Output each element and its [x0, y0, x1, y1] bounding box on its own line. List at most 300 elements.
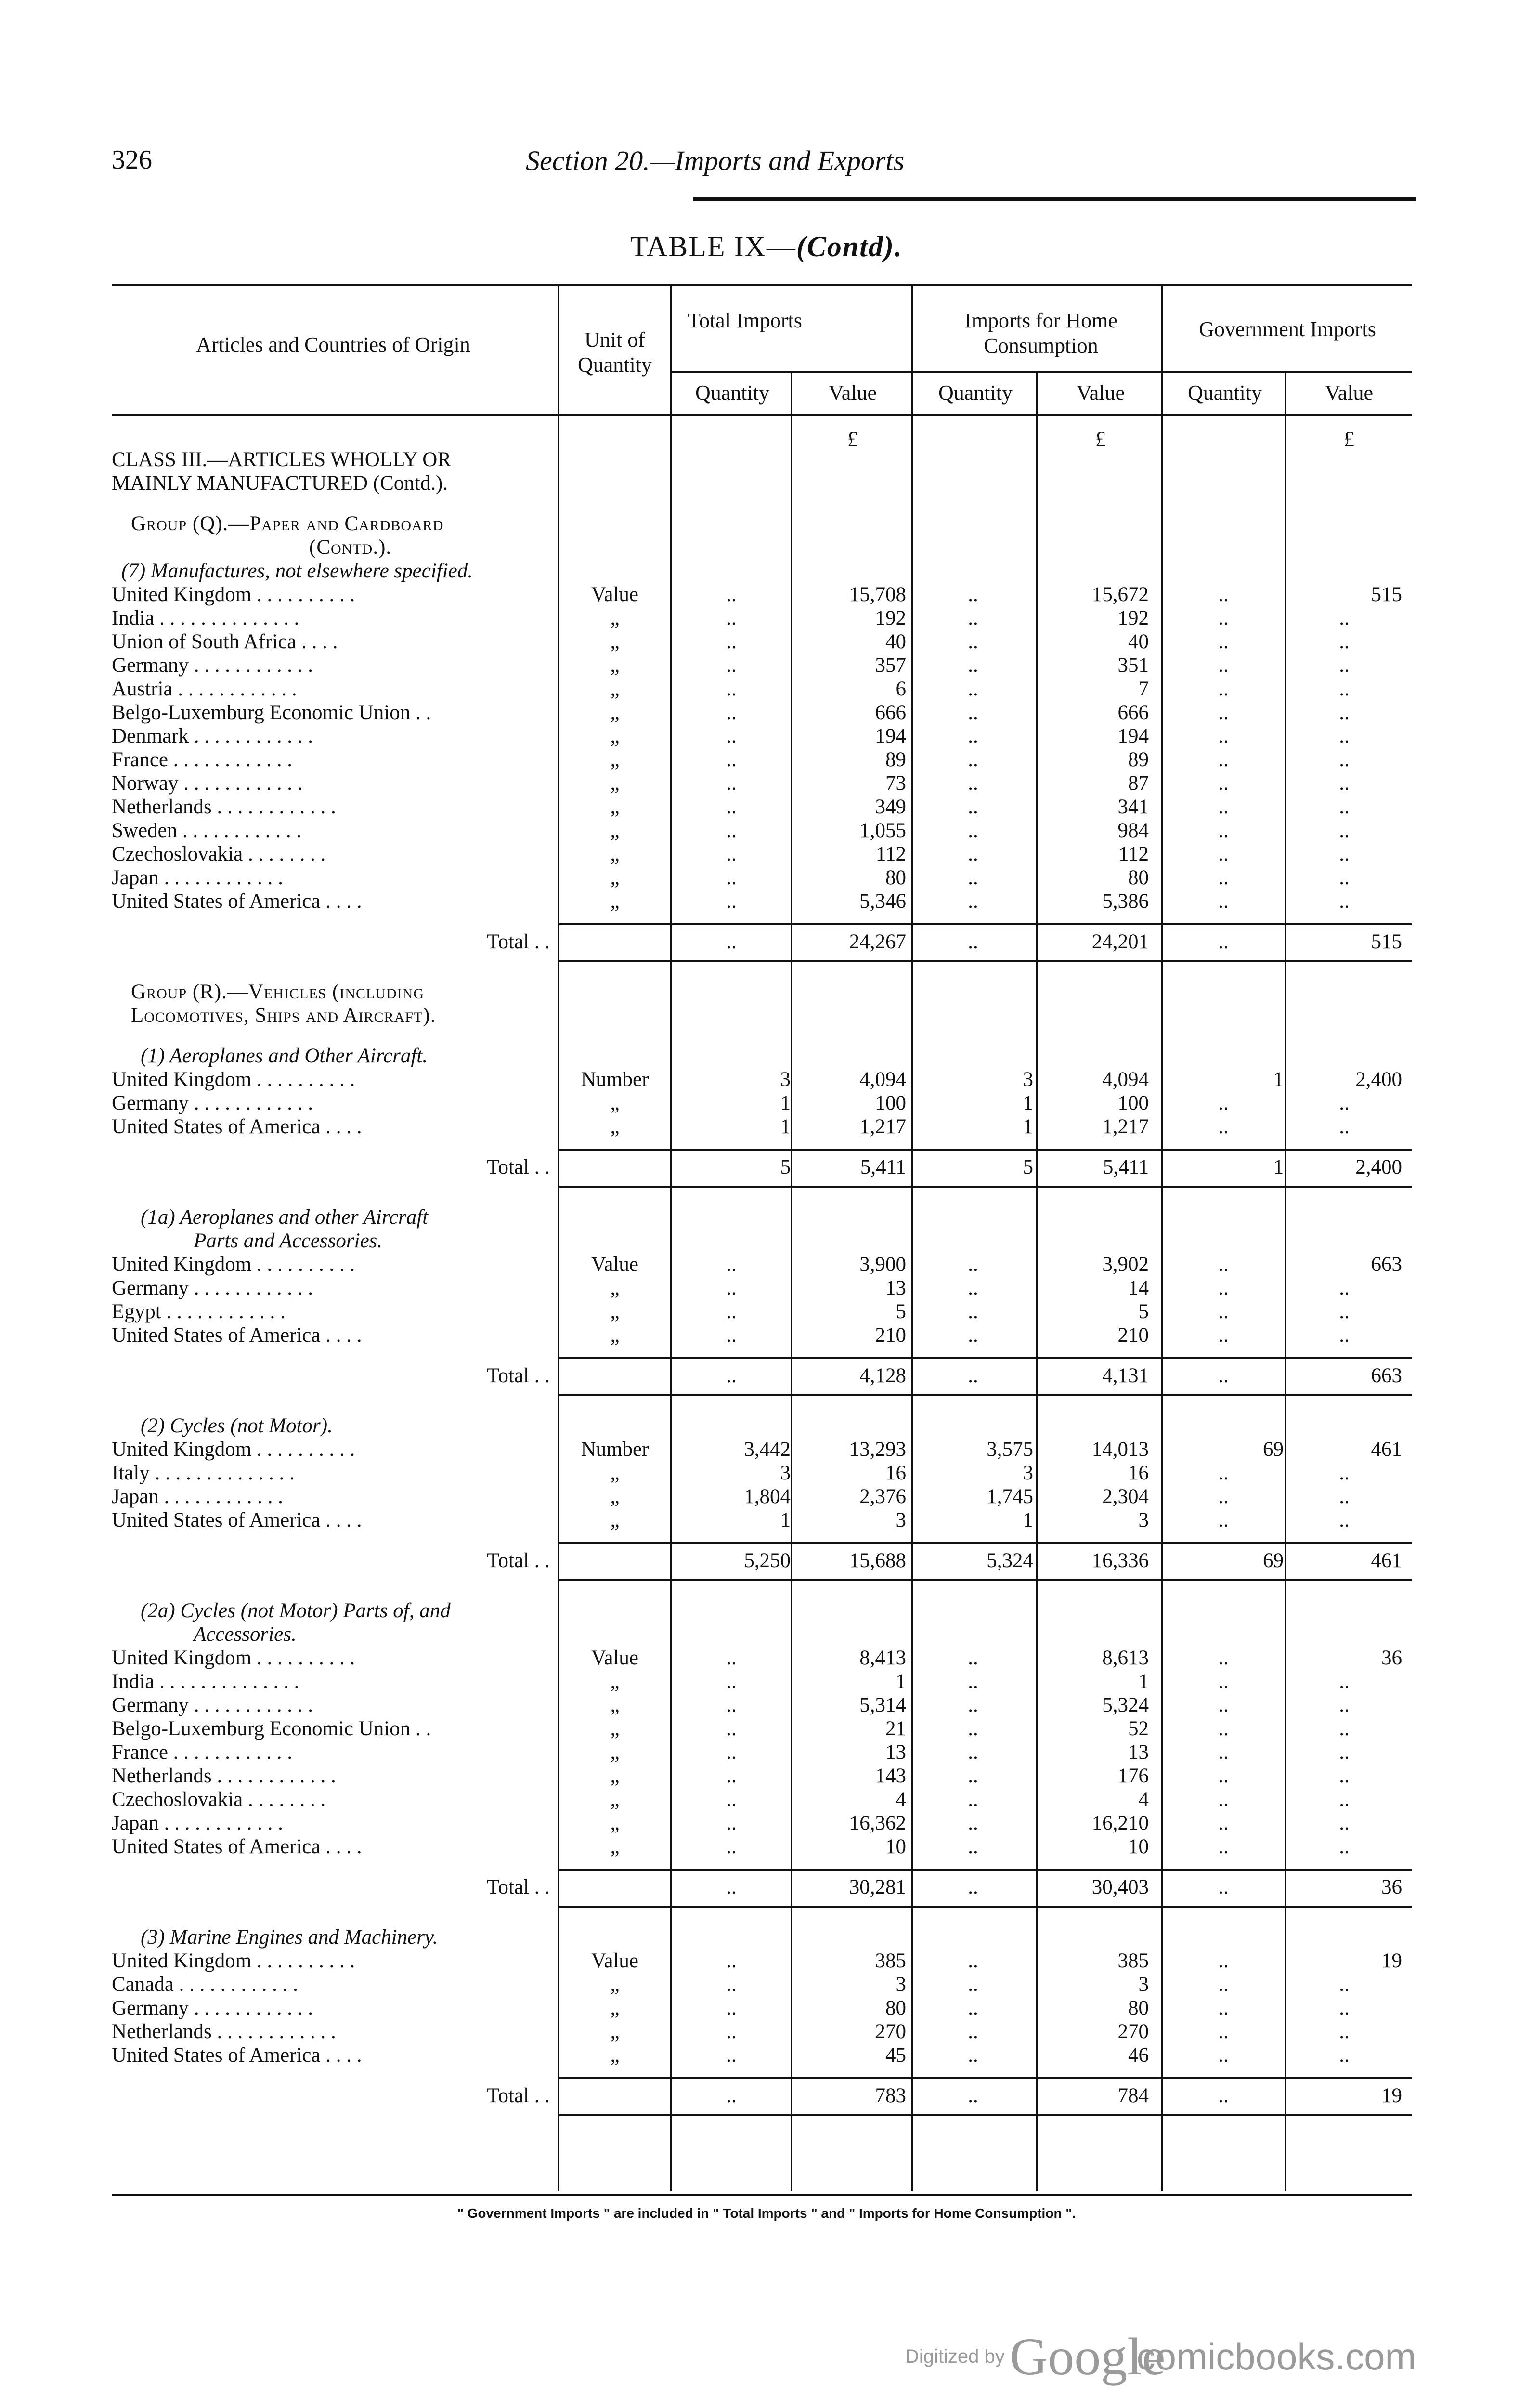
value-cell: 52 [1128, 1717, 1149, 1740]
pound-sign-gov: £ [1344, 427, 1354, 451]
value-cell: 1 [780, 1115, 791, 1138]
value-cell: 16 [1128, 1462, 1149, 1484]
country-label: Japan . . . . . . . . . . . . [112, 1812, 283, 1834]
value-cell: 1,217 [859, 1115, 906, 1138]
unit-cell: „ [610, 1277, 620, 1299]
unit-cell: „ [610, 725, 620, 747]
value-cell: .. [1339, 1277, 1350, 1299]
value-cell: .. [1339, 1741, 1350, 1764]
country-label: Italy . . . . . . . . . . . . . . [112, 1462, 295, 1484]
value-cell: .. [1218, 1324, 1229, 1347]
value-cell: 87 [1128, 772, 1149, 795]
value-cell: .. [1339, 2044, 1350, 2067]
value-cell: 73 [885, 772, 906, 795]
country-label: United Kingdom . . . . . . . . . . [112, 1647, 355, 1669]
total-cell: 15,688 [849, 1549, 906, 1572]
value-cell: 14,013 [1091, 1438, 1149, 1461]
total-cell: 5,411 [1103, 1156, 1149, 1178]
value-cell: .. [1339, 1092, 1350, 1114]
value-cell: .. [726, 1835, 737, 1858]
value-cell: .. [968, 796, 978, 818]
subgroup-heading: Accessories. [194, 1623, 297, 1646]
value-cell: 6 [896, 678, 906, 700]
unit-cell: „ [610, 1741, 620, 1764]
value-cell: 100 [1117, 1092, 1149, 1114]
value-cell: 13 [885, 1741, 906, 1764]
subgroup-heading: (2a) Cycles (not Motor) Parts of, and [141, 1599, 451, 1622]
group-heading: Group (R).—Vehicles (including [131, 981, 424, 1003]
unit-cell: „ [610, 607, 620, 629]
value-cell: .. [726, 607, 737, 629]
value-cell: 666 [1117, 701, 1149, 724]
value-cell: .. [1339, 607, 1350, 629]
country-label: Netherlands . . . . . . . . . . . . [112, 1765, 336, 1787]
page-header [112, 144, 1412, 183]
value-cell: .. [1218, 701, 1229, 724]
total-rule-bottom [558, 1579, 1412, 1581]
value-cell: 7 [1138, 678, 1149, 700]
value-cell: 3 [896, 1973, 906, 1996]
subgroup-heading: (7) Manufactures, not elsewhere specified. [121, 560, 473, 582]
value-cell: .. [1339, 1462, 1350, 1484]
total-rule-bottom [558, 1906, 1412, 1908]
section-title: Section 20.—Imports and Exports [526, 145, 905, 176]
value-cell: 80 [1128, 1997, 1149, 2019]
country-label: Japan . . . . . . . . . . . . [112, 1485, 283, 1508]
value-cell: .. [1339, 772, 1350, 795]
subheader-rule [672, 371, 1412, 373]
value-cell: 357 [875, 654, 906, 677]
value-cell: .. [726, 1765, 737, 1787]
total-cell: 30,403 [1091, 1876, 1149, 1898]
value-cell: 19 [1381, 1950, 1402, 1972]
header-bottom-rule [112, 414, 1412, 416]
value-cell: .. [726, 1300, 737, 1323]
total-cell: 36 [1381, 1876, 1402, 1898]
value-cell: .. [1218, 2020, 1229, 2043]
value-cell: .. [968, 1694, 978, 1716]
value-cell: 663 [1371, 1253, 1402, 1276]
value-cell: .. [968, 1324, 978, 1347]
value-cell: .. [726, 843, 737, 865]
col-articles: Articles and Countries of Origin [196, 333, 470, 356]
value-cell: 270 [875, 2020, 906, 2043]
value-cell: .. [1218, 1997, 1229, 2019]
value-cell: .. [726, 1670, 737, 1693]
value-cell: .. [1339, 1717, 1350, 1740]
value-cell: 349 [875, 796, 906, 818]
total-rule-top [558, 1542, 1412, 1544]
total-cell: .. [968, 1364, 978, 1387]
value-cell: 5,314 [859, 1694, 906, 1716]
value-cell: 112 [876, 843, 906, 865]
value-cell: .. [1218, 583, 1229, 606]
total-cell: 69 [1263, 1549, 1284, 1572]
value-cell: 16 [885, 1462, 906, 1484]
country-label: Belgo-Luxemburg Economic Union . . [112, 1717, 431, 1740]
value-cell: .. [968, 1950, 978, 1972]
value-cell: .. [726, 1973, 737, 1996]
value-cell: .. [1218, 1647, 1229, 1669]
value-cell: .. [1218, 725, 1229, 747]
value-cell: .. [968, 748, 978, 771]
value-cell: .. [1218, 630, 1229, 653]
class-heading: CLASS III.—ARTICLES WHOLLY OR [112, 448, 451, 471]
country-label: United States of America . . . . [112, 1324, 362, 1347]
col-unit: Unit of Quantity [578, 328, 652, 377]
value-cell: .. [1339, 1509, 1350, 1531]
unit-cell: Value [591, 1647, 638, 1669]
value-cell: 10 [885, 1835, 906, 1858]
value-cell: 15,672 [1091, 583, 1149, 606]
country-label: United States of America . . . . [112, 890, 362, 913]
unit-cell: „ [610, 1694, 620, 1716]
value-cell: .. [1339, 1324, 1350, 1347]
value-cell: 341 [1117, 796, 1149, 818]
total-cell: 784 [1117, 2084, 1149, 2107]
value-cell: 984 [1117, 819, 1149, 842]
unit-cell: „ [610, 1092, 620, 1114]
value-cell: 8,413 [859, 1647, 906, 1669]
country-label: United States of America . . . . [112, 1835, 362, 1858]
table-top-rule [112, 284, 1412, 286]
footnote: " Government Imports " are included in " Total Imports " and " Imports for Home Consumption ". [457, 2206, 1076, 2221]
value-cell: 210 [875, 1324, 906, 1347]
value-cell: .. [726, 819, 737, 842]
value-cell: .. [1218, 1835, 1229, 1858]
value-cell: .. [968, 819, 978, 842]
value-cell: .. [1339, 1835, 1350, 1858]
total-rule-top [558, 1357, 1412, 1359]
value-cell: 270 [1117, 2020, 1149, 2043]
country-label: Germany . . . . . . . . . . . . [112, 1092, 313, 1114]
value-cell: .. [726, 866, 737, 889]
imports-table [112, 284, 1412, 2211]
value-cell: .. [726, 1950, 737, 1972]
unit-cell: „ [610, 1509, 620, 1531]
country-label: Norway . . . . . . . . . . . . [112, 772, 303, 795]
value-cell: 1 [1273, 1068, 1284, 1091]
total-rule-top [558, 1869, 1412, 1871]
value-cell: .. [726, 701, 737, 724]
subgroup-heading: (2) Cycles (not Motor). [141, 1414, 333, 1437]
country-label: Austria . . . . . . . . . . . . [112, 678, 297, 700]
country-label: Netherlands . . . . . . . . . . . . [112, 796, 336, 818]
col-home-quantity: Quantity [938, 381, 1013, 405]
value-cell: .. [968, 1835, 978, 1858]
value-cell: .. [1339, 890, 1350, 913]
total-rule-bottom [558, 1394, 1412, 1396]
value-cell: .. [968, 678, 978, 700]
value-cell: 461 [1371, 1438, 1402, 1461]
total-cell: 19 [1381, 2084, 1402, 2107]
col-gov-value: Value [1325, 381, 1374, 405]
country-label: Union of South Africa . . . . [112, 630, 338, 653]
watermark-site: comicbooks.com [1136, 2335, 1416, 2378]
country-label: Germany . . . . . . . . . . . . [112, 1277, 313, 1299]
unit-cell: „ [610, 1973, 620, 1996]
value-cell: .. [726, 678, 737, 700]
unit-cell: „ [610, 1485, 620, 1508]
value-cell: 3 [896, 1509, 906, 1531]
unit-cell: „ [610, 1765, 620, 1787]
country-label: France . . . . . . . . . . . . [112, 748, 292, 771]
value-cell: .. [1339, 2020, 1350, 2043]
group-heading: Group (Q).—Paper and Cardboard [131, 512, 444, 535]
value-cell: .. [1218, 607, 1229, 629]
country-label: United Kingdom . . . . . . . . . . [112, 1068, 355, 1091]
col-home-value: Value [1076, 381, 1125, 405]
value-cell: .. [1339, 654, 1350, 677]
total-label: Total . . [487, 1876, 550, 1898]
value-cell: 194 [875, 725, 906, 747]
unit-cell: „ [610, 654, 620, 677]
value-cell: 16,362 [849, 1812, 906, 1834]
value-cell: 3,902 [1102, 1253, 1149, 1276]
unit-cell: „ [610, 748, 620, 771]
value-cell: 1 [1023, 1092, 1033, 1114]
value-cell: .. [726, 796, 737, 818]
country-label: Egypt . . . . . . . . . . . . [112, 1300, 286, 1323]
value-cell: .. [1218, 843, 1229, 865]
value-cell: 1 [1023, 1115, 1033, 1138]
total-rule-top [558, 1149, 1412, 1151]
country-label: India . . . . . . . . . . . . . . [112, 1670, 299, 1693]
total-cell: 1 [1273, 1156, 1284, 1178]
value-cell: 112 [1118, 843, 1149, 865]
value-cell: .. [968, 607, 978, 629]
value-cell: 4 [1138, 1788, 1149, 1811]
value-cell: .. [726, 1277, 737, 1299]
unit-cell: „ [610, 1788, 620, 1811]
value-cell: .. [726, 1324, 737, 1347]
watermark-google: Google [1009, 2327, 1166, 2386]
value-cell: .. [1218, 1694, 1229, 1716]
value-cell: .. [1339, 1670, 1350, 1693]
total-cell: 5 [780, 1156, 791, 1178]
value-cell: .. [968, 654, 978, 677]
value-cell: 69 [1263, 1438, 1284, 1461]
total-cell: .. [1218, 1364, 1229, 1387]
value-cell: 21 [885, 1717, 906, 1740]
pound-sign-total: £ [847, 427, 858, 451]
total-cell: 2,400 [1355, 1156, 1402, 1178]
value-cell: .. [726, 1717, 737, 1740]
value-cell: .. [1218, 2044, 1229, 2067]
subgroup-heading: Parts and Accessories. [194, 1230, 383, 1252]
group-heading: Locomotives, Ships and Aircraft). [131, 1004, 436, 1027]
total-rule-top [558, 923, 1412, 925]
value-cell: 194 [1117, 725, 1149, 747]
table-title-roman: TABLE IX— [630, 231, 796, 262]
value-cell: .. [1218, 748, 1229, 771]
value-cell: .. [1218, 1509, 1229, 1531]
unit-cell: „ [610, 772, 620, 795]
value-cell: .. [1339, 1765, 1350, 1787]
value-cell: 385 [875, 1950, 906, 1972]
value-cell: 1,217 [1102, 1115, 1149, 1138]
value-cell: .. [726, 2020, 737, 2043]
class-heading: MAINLY MANUFACTURED (Contd.). [112, 472, 448, 495]
total-label: Total . . [487, 1156, 550, 1178]
value-cell: 15,708 [849, 583, 906, 606]
value-cell: .. [726, 583, 737, 606]
pound-sign-home: £ [1095, 427, 1106, 451]
unit-cell: „ [610, 2044, 620, 2067]
unit-cell: „ [610, 1462, 620, 1484]
col-government: Government Imports [1199, 317, 1376, 341]
country-label: Belgo-Luxemburg Economic Union . . [112, 701, 431, 724]
unit-cell: „ [610, 1670, 620, 1693]
total-cell: 24,201 [1091, 930, 1149, 953]
country-label: United States of America . . . . [112, 1115, 362, 1138]
value-cell: 4 [896, 1788, 906, 1811]
value-cell: 210 [1117, 1324, 1149, 1347]
unit-cell: „ [610, 1115, 620, 1138]
value-cell: 176 [1117, 1765, 1149, 1787]
country-label: Canada . . . . . . . . . . . . [112, 1973, 298, 1996]
value-cell: 3 [1023, 1462, 1033, 1484]
value-cell: .. [968, 1717, 978, 1740]
value-cell: .. [1218, 890, 1229, 913]
value-cell: .. [1218, 1973, 1229, 1996]
country-label: Germany . . . . . . . . . . . . [112, 1997, 313, 2019]
footnote-rule [112, 2194, 1412, 2196]
value-cell: .. [968, 1300, 978, 1323]
col-total-quantity: Quantity [695, 381, 769, 405]
unit-cell: „ [610, 1812, 620, 1834]
unit-cell: Value [591, 583, 638, 606]
unit-cell: „ [610, 796, 620, 818]
value-cell: .. [726, 1812, 737, 1834]
value-cell: .. [1339, 843, 1350, 865]
col-divider [670, 284, 672, 2191]
value-cell: .. [968, 725, 978, 747]
value-cell: 1 [780, 1509, 791, 1531]
value-cell: .. [1218, 1765, 1229, 1787]
total-rule-top [558, 2077, 1412, 2079]
value-cell: .. [726, 1694, 737, 1716]
unit-cell: „ [610, 890, 620, 913]
value-cell: 13 [1128, 1741, 1149, 1764]
header-rule [693, 197, 1416, 201]
country-label: Japan . . . . . . . . . . . . [112, 866, 283, 889]
total-cell: .. [726, 1364, 737, 1387]
value-cell: 89 [1128, 748, 1149, 771]
total-cell: 4,128 [859, 1364, 906, 1387]
value-cell: .. [968, 1812, 978, 1834]
total-cell: 30,281 [849, 1876, 906, 1898]
value-cell: 3,442 [744, 1438, 791, 1461]
country-label: United Kingdom . . . . . . . . . . [112, 583, 355, 606]
value-cell: .. [968, 1997, 978, 2019]
total-cell: 5,250 [744, 1549, 791, 1572]
value-cell: 2,304 [1102, 1485, 1149, 1508]
total-cell: .. [726, 2084, 737, 2107]
value-cell: 1,055 [859, 819, 906, 842]
value-cell: 100 [875, 1092, 906, 1114]
total-rule-bottom [558, 960, 1412, 962]
value-cell: 1,745 [987, 1485, 1033, 1508]
unit-cell: Number [581, 1068, 649, 1091]
value-cell: .. [726, 654, 737, 677]
total-label: Total . . [487, 1549, 550, 1572]
value-cell: .. [1339, 630, 1350, 653]
value-cell: .. [1339, 1694, 1350, 1716]
value-cell: .. [1218, 1485, 1229, 1508]
value-cell: .. [1339, 1997, 1350, 2019]
total-cell: .. [968, 930, 978, 953]
unit-cell: „ [610, 701, 620, 724]
value-cell: .. [968, 866, 978, 889]
value-cell: .. [1218, 1741, 1229, 1764]
col-divider [1161, 284, 1163, 2191]
value-cell: 3 [780, 1462, 791, 1484]
value-cell: .. [1218, 654, 1229, 677]
table-title [0, 230, 1533, 263]
total-cell: 5,411 [860, 1156, 906, 1178]
value-cell: .. [968, 701, 978, 724]
total-cell: .. [726, 1876, 737, 1898]
value-cell: .. [726, 630, 737, 653]
total-cell: 5 [1023, 1156, 1033, 1178]
value-cell: 5 [1138, 1300, 1149, 1323]
country-label: United Kingdom . . . . . . . . . . [112, 1950, 355, 1972]
country-label: Germany . . . . . . . . . . . . [112, 654, 313, 677]
value-cell: .. [968, 1741, 978, 1764]
value-cell: 4,094 [1102, 1068, 1149, 1091]
total-label: Total . . [487, 930, 550, 953]
value-cell: .. [1339, 1115, 1350, 1138]
value-cell: .. [726, 1647, 737, 1669]
value-cell: .. [1339, 1300, 1350, 1323]
unit-cell: „ [610, 843, 620, 865]
value-cell: .. [1339, 1812, 1350, 1834]
total-label: Total . . [487, 2084, 550, 2107]
country-label: Germany . . . . . . . . . . . . [112, 1694, 313, 1716]
value-cell: .. [1339, 1788, 1350, 1811]
value-cell: .. [1218, 819, 1229, 842]
value-cell: .. [1218, 1300, 1229, 1323]
value-cell: .. [1218, 796, 1229, 818]
value-cell: .. [968, 583, 978, 606]
value-cell: 40 [1128, 630, 1149, 653]
watermark-digitized: Digitized by [905, 2346, 1005, 2367]
total-cell: .. [968, 1876, 978, 1898]
value-cell: 14 [1128, 1277, 1149, 1299]
value-cell: 5,386 [1102, 890, 1149, 913]
value-cell: .. [1218, 866, 1229, 889]
value-cell: .. [968, 1647, 978, 1669]
unit-cell: Number [581, 1438, 649, 1461]
value-cell: 89 [885, 748, 906, 771]
value-cell: 80 [885, 866, 906, 889]
value-cell: 8,613 [1102, 1647, 1149, 1669]
value-cell: .. [1218, 1717, 1229, 1740]
unit-cell: „ [610, 2020, 620, 2043]
value-cell: 143 [875, 1765, 906, 1787]
total-cell: 515 [1371, 930, 1402, 953]
value-cell: .. [1218, 1115, 1229, 1138]
country-label: Denmark . . . . . . . . . . . . [112, 725, 313, 747]
value-cell: 1 [896, 1670, 906, 1693]
value-cell: .. [968, 843, 978, 865]
value-cell: .. [968, 772, 978, 795]
country-label: Sweden . . . . . . . . . . . . [112, 819, 302, 842]
country-label: Netherlands . . . . . . . . . . . . [112, 2020, 336, 2043]
value-cell: .. [1218, 1812, 1229, 1834]
value-cell: .. [968, 1253, 978, 1276]
